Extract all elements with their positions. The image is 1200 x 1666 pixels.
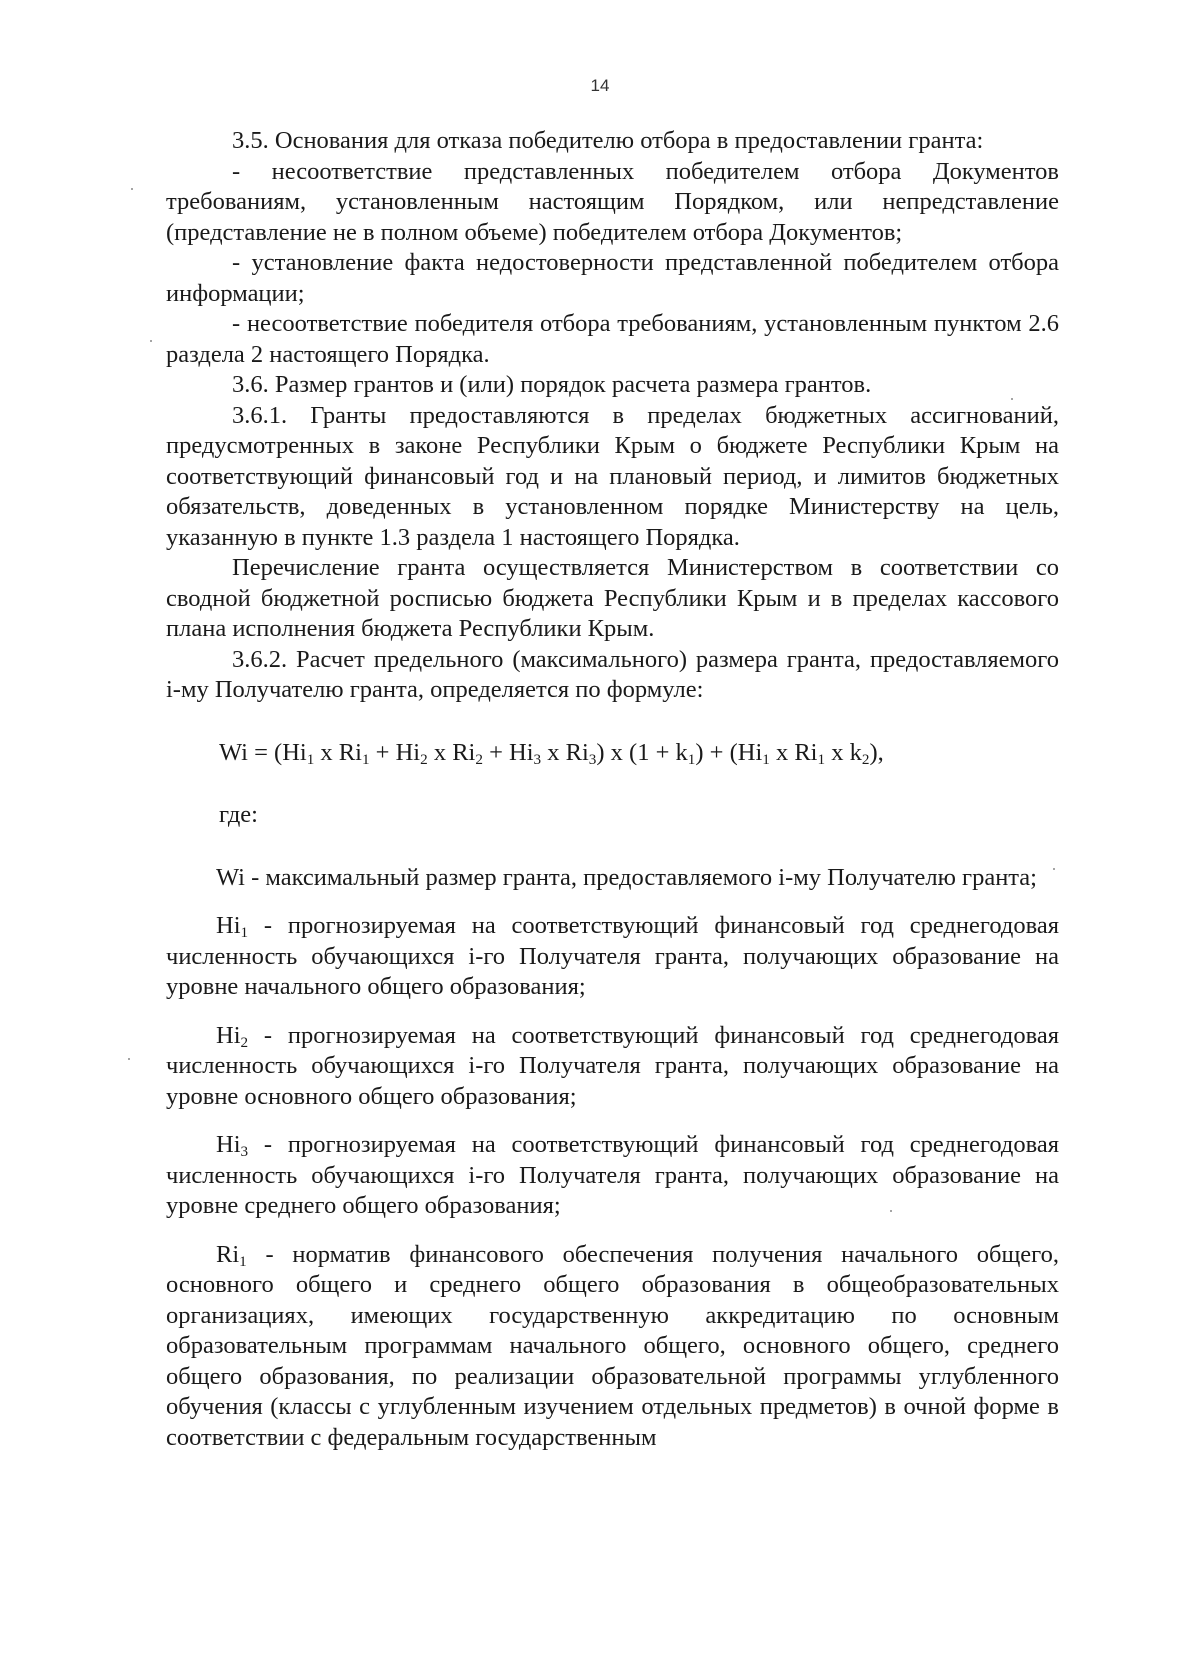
definition-hi2: $Hi_2$ - прогнозируемая на соответствующий финансовый год среднегодовая численность обучающихся i-го Получателя гранта, получающих образование на уровне основного общего образования; bbox=[166, 1021, 1059, 1110]
scan-speck bbox=[890, 1210, 892, 1212]
definition-hi3: $Hi_3$ - прогнозируемая на соответствующий финансовый год среднегодовая численность обучающихся i-го Получателя гранта, получающих образование на уровне среднего общего образования; bbox=[166, 1131, 1059, 1219]
paragraph-3-6: 3.6. Размер грантов и (или) порядок расчета размера грантов. bbox=[232, 371, 872, 398]
formula-where: где: bbox=[219, 801, 258, 828]
scan-speck bbox=[1011, 398, 1013, 400]
definition-ri1: $Ri_1$ - норматив финансового обеспечения получения начального общего, основного общего и среднего общего образования в общеобразовательных организациях, имеющих государственную аккредитацию по основным образовательным программам начального общего, основного общего, среднего общего образования, по реализации образовательной программы углубленного обучения (классы с углубленным изучением отдельных предметов) в очной форме в соответствии с федеральным государственным bbox=[166, 1240, 1059, 1451]
definition-wi: Wi - максимальный размер гранта, предоставляемого i-му Получателю гранта; bbox=[216, 863, 1037, 891]
scan-speck bbox=[150, 340, 152, 342]
scan-speck bbox=[128, 1058, 130, 1060]
document-body bbox=[166, 126, 1059, 1453]
definition-hi1: $Hi_1$ - прогнозируемая на соответствующий финансовый год среднегодовая численность обучающихся i-го Получателя гранта, получающих образование на уровне начального общего образования; bbox=[166, 912, 1059, 1000]
paragraph-3-6-1: 3.6.1. Гранты предоставляются в пределах бюджетных ассигнований, предусмотренных в законе Республики Крым о бюджете Республики Крым на соответствующий финансовый год и на плановый период, и лимитов бюджетных обязательств, доведенных в установленном порядке Министерству на цель, указанную в пункте 1.3 раздела 1 настоящего Порядка. bbox=[166, 401, 1059, 551]
paragraph-refusal-reason-2: - установление факта недостоверности представленной победителем отбора информации; bbox=[166, 249, 1059, 307]
grant-formula: $Wi = (Hi_1$ x $Ri_1 + Hi_2$ x $Ri_2 + Hi_3$ x $Ri_3$) x $(1 + k_1) + (Hi_1$ x $Ri_1$ x $k_2$), bbox=[219, 738, 884, 768]
paragraph-refusal-reason-3: - несоответствие победителя отбора требованиям, установленным пунктом 2.6 раздела 2 настоящего Порядка. bbox=[166, 310, 1059, 368]
paragraph-3-6-2: 3.6.2. Расчет предельного (максимального) размера гранта, предоставляемого i-му Получателю гранта, определяется по формуле: bbox=[166, 645, 1059, 703]
scan-speck bbox=[131, 188, 133, 190]
paragraph-3-5: 3.5. Основания для отказа победителю отбора в предоставлении гранта: bbox=[232, 127, 984, 154]
paragraph-refusal-reason-1: - несоответствие представленных победителем отбора Документов требованиям, установленным настоящим Порядком, или непредставление (представление не в полном объеме) победителем отбора Документов; bbox=[166, 157, 1059, 246]
scan-speck bbox=[1053, 868, 1055, 870]
page-number: 14 bbox=[590, 76, 610, 95]
paragraph-grant-transfer: Перечисление гранта осуществляется Министерством в соответствии со сводной бюджетной росписью бюджета Республики Крым и в пределах кассового плана исполнения бюджета Республики Крым. bbox=[166, 554, 1059, 642]
